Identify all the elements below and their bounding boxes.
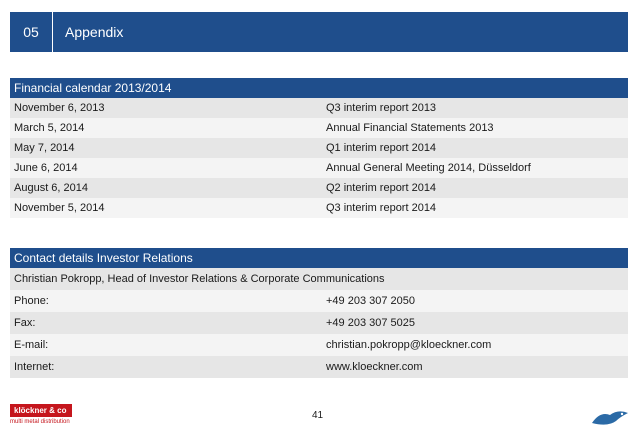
logo-tagline: multi metal distribution [10,419,70,425]
contact-website[interactable]: www.kloeckner.com [326,361,423,373]
contact-name: Christian Pokropp, Head of Investor Relations & Corporate Communications [14,273,385,285]
calendar-date: June 6, 2014 [14,162,78,174]
company-logo [10,404,74,432]
section-number: 05 [10,12,53,52]
calendar-date: November 5, 2014 [14,202,105,214]
calendar-event: Q2 interim report 2014 [326,182,437,194]
page-number: 41 [312,410,324,421]
contact-body [10,268,628,378]
contact-label: Fax: [14,317,36,329]
calendar-date: November 6, 2013 [14,102,105,114]
contact-label: E-mail: [14,339,49,351]
financial-calendar-table [10,78,628,218]
table-row [10,158,628,178]
table-row [10,268,628,290]
calendar-event: Q1 interim report 2014 [326,142,437,154]
table-row [10,138,628,158]
calendar-event: Annual Financial Statements 2013 [326,122,494,134]
financial-calendar-title: Financial calendar 2013/2014 [10,78,628,98]
table-row [10,98,628,118]
contact-title: Contact details Investor Relations [10,248,628,268]
contact-table [10,248,628,378]
section-title: Appendix [65,24,124,40]
contact-label: Internet: [14,361,55,373]
contact-value: +49 203 307 2050 [326,295,416,307]
calendar-event: Q3 interim report 2014 [326,202,437,214]
table-row [10,178,628,198]
calendar-date: August 6, 2014 [14,182,89,194]
section-header [10,12,628,52]
financial-calendar-body [10,98,628,218]
table-row [10,356,628,378]
table-row [10,118,628,138]
contact-value: +49 203 307 5025 [326,317,416,329]
calendar-event: Q3 interim report 2013 [326,102,437,114]
logo-text: klöckner & co [10,404,72,417]
calendar-date: May 7, 2014 [14,142,75,154]
calendar-date: March 5, 2014 [14,122,85,134]
table-row [10,290,628,312]
contact-email[interactable]: christian.pokropp@kloeckner.com [326,339,492,351]
table-row [10,198,628,218]
table-row [10,312,628,334]
calendar-event: Annual General Meeting 2014, Düsseldorf [326,162,531,174]
contact-label: Phone: [14,295,49,307]
table-row [10,334,628,356]
mascot-icon [590,405,630,429]
